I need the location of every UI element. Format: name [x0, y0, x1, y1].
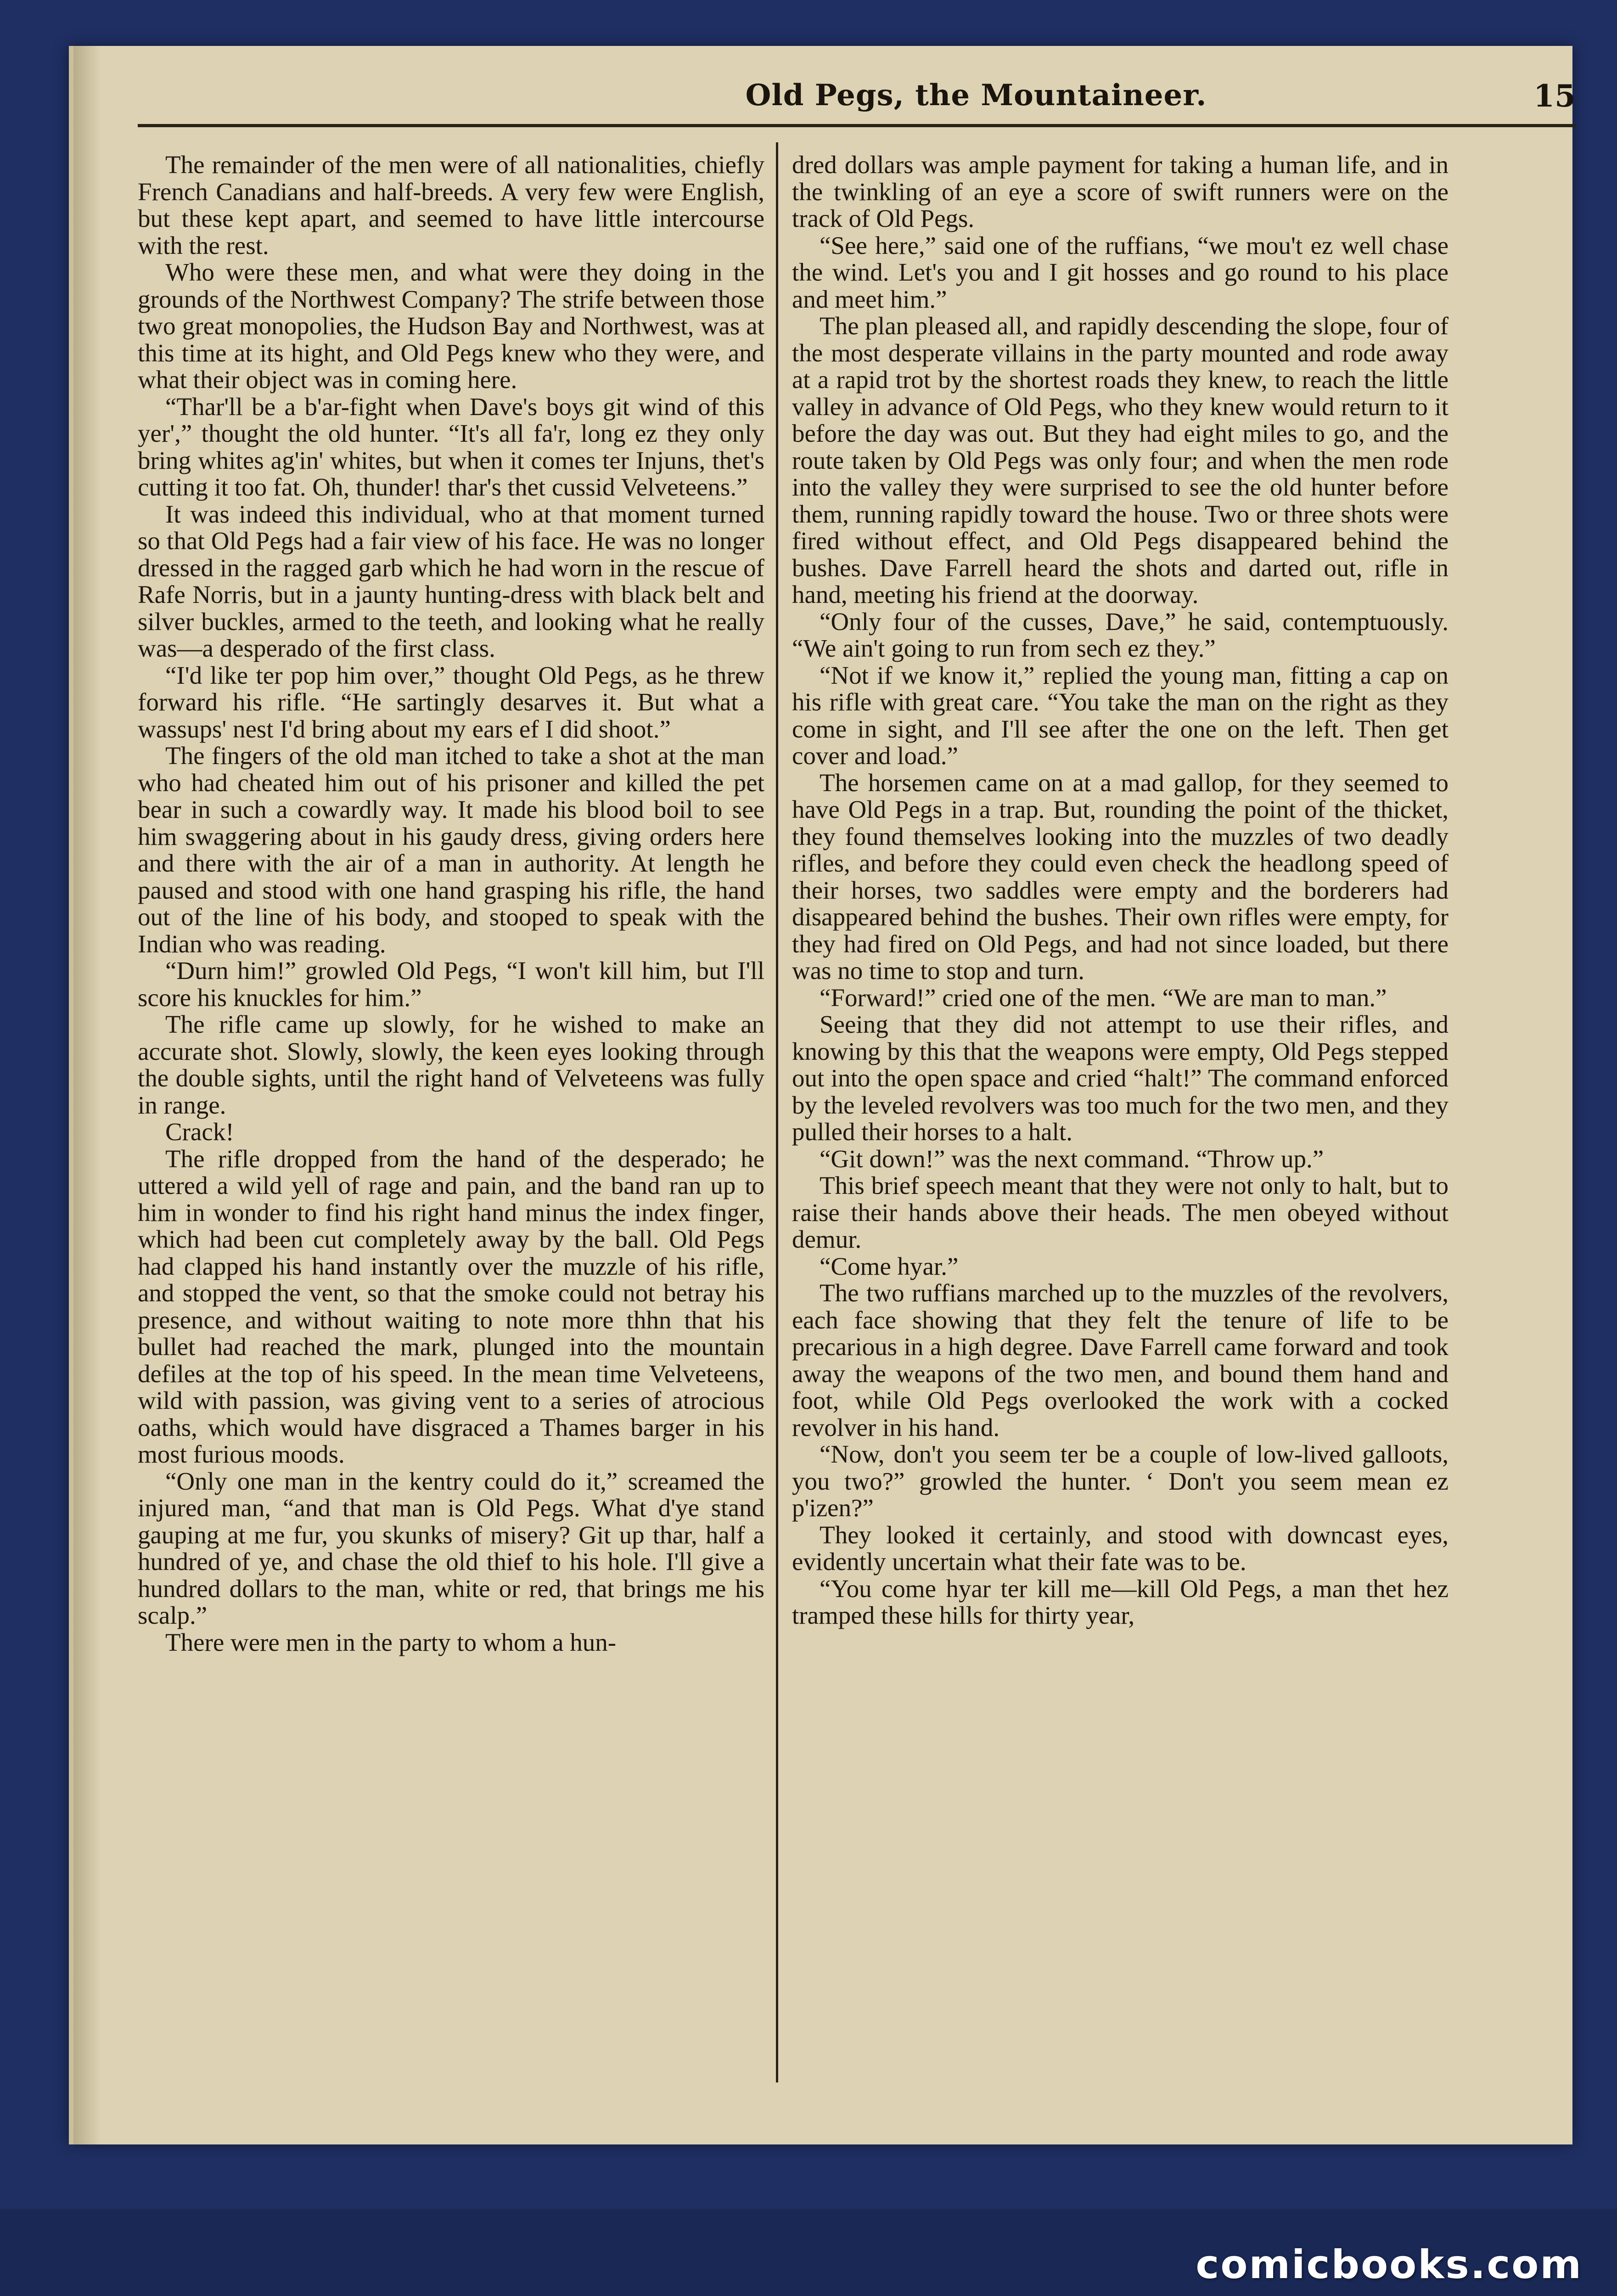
paragraph: They looked it certainly, and stood with downcast eyes, evidently uncertain what their fate was to be. — [792, 1520, 1449, 1576]
paragraph: This brief speech meant that they were not only to halt, but to raise their hands above their heads. The men obeyed without demur. — [792, 1171, 1449, 1253]
watermark-logo: comicbooks.com — [1196, 2242, 1583, 2288]
paragraph: There were men in the party to whom a hun- — [165, 1628, 617, 1656]
paragraph: “Now, don't you seem ter be a couple of low-lived galloots, you two?” growled the hunter. ‘ Don't you seem mean ez p'izen?” — [792, 1440, 1449, 1522]
paragraph: The plan pleased all, and rapidly descending the slope, four of the most desperate villains in the party mounted and rode away at a rapid trot by the shortest roads they knew, to reach the little valley in advance of Old Pegs, who they knew would return to it before the day was out. But they had eight miles to go, and the route taken by Old Pegs was only four; and when the men rode into the valley they were surprised to see the old hunter before them, running rapidly toward the house. Two or three shots were fired without effect, and Old Pegs disappeared behind the bushes. Dave Farrell heard the shots and darted out, rifle in hand, meeting his friend at the doorway. — [792, 312, 1449, 608]
paragraph: “Durn him!” growled Old Pegs, “I won't kill him, but I'll score his knuckles for him.” — [138, 957, 764, 1012]
paragraph: Crack! — [165, 1118, 234, 1146]
paragraph: Who were these men, and what were they doing in the grounds of the Northwest Company? The strife between those two great monopolies, the Hudson Bay and Northwest, was at this time at its hight, and Old Pegs knew who they were, and what their object was in coming here. — [138, 258, 764, 394]
paragraph: The horsemen came on at a mad gallop, for they seemed to have Old Pegs in a trap. But, rounding the point of the thicket, they found themselves looking into the muzzles of two deadly rifles, and before they could even check the headlong speed of their horses, two saddles were empty and the borderers had disappeared behind the bushes. Their own rifles were empty, for they had fired on Old Pegs, and had not since loaded, but there was no time to stop and turn. — [792, 768, 1449, 985]
paragraph: The remainder of the men were of all nationalities, chiefly French Canadians and half-breeds. A very few were English, but these kept apart, and seemed to have little intercourse with the rest. — [138, 151, 764, 259]
paragraph: “Git down!” was the next command. “Throw up.” — [820, 1144, 1324, 1173]
paragraph: dred dollars was ample payment for taking a human life, and in the twinkling of an eye a score of swift runners were on the track of Old Pegs. — [792, 151, 1449, 232]
paragraph: The fingers of the old man itched to take a shot at the man who had cheated him out of his prisoner and killed the pet bear in such a cowardly way. It made his blood boil to see him swaggering about in his gaudy dress, giving orders here and there with the air of a man in authority. At length he paused and stood with one hand grasping his rifle, the hand out of the line of his body, and stooped to speak with the Indian who was reading. — [138, 742, 764, 958]
paragraph: The rifle dropped from the hand of the desperado; he uttered a wild yell of rage and pain, and the band ran up to him in wonder to find his right hand minus the index finger, which had been cut completely away by the ball. Old Pegs had clapped his hand instantly over the muzzle of his rifle, and stopped the vent, so that the smoke could not betray his presence, and without waiting to note more thhn that his bullet had reached the mark, plunged into the mountain defiles at the top of his speed. In the mean time Velveteens, wild with passion, was giving vent to a series of atrocious oaths, which would have disgraced a Thames barger in his most furious moods. — [138, 1144, 764, 1468]
page-spine — [73, 46, 101, 2144]
right-column — [792, 152, 1449, 1629]
paragraph: “Come hyar.” — [820, 1252, 959, 1280]
left-column — [138, 152, 764, 1656]
paragraph: The two ruffians marched up to the muzzles of the revolvers, each face showing that they felt the tenure of life to be precarious in a high degree. Dave Farrell came forward and took away the weapons of the two men, and bound them hand and foot, while Old Pegs overlooked the work with a cocked revolver in his hand. — [792, 1279, 1449, 1441]
running-title: Old Pegs, the Mountaineer. — [745, 78, 1207, 113]
paragraph: “You come hyar ter kill me—kill Old Pegs, a man thet hez tramped these hills for thirty year, — [792, 1574, 1449, 1629]
paragraph: “Thar'll be a b'ar-fight when Dave's boys git wind of this yer',” thought the old hunter. “It's all fa'r, long ez they only bring whites ag'in' whites, but when it comes ter Injuns, thet's cutting it too fat. Oh, thunder! thar's thet cussid Velveteens.” — [138, 392, 764, 501]
paragraph: It was indeed this individual, who at that moment turned so that Old Pegs had a fair view of his face. He was no longer dressed in the ragged garb which he had worn in the rescue of Rafe Norris, but in a jaunty hunting-dress with black belt and silver buckles, armed to the teeth, and looking what he really was—a desperado of the first class. — [138, 500, 764, 662]
column-rule — [776, 142, 778, 2082]
paragraph: The rifle came up slowly, for he wished to make an accurate shot. Slowly, slowly, the keen eyes looking through the double sights, until the right hand of Velveteens was fully in range. — [138, 1010, 764, 1119]
page-number: 15 — [1533, 78, 1576, 114]
paragraph: “Not if we know it,” replied the young man, fitting a cap on his rifle with great care. “You take the man on the right as they come in sight, and I'll see after the one on the left. Then get cover and load.” — [792, 661, 1449, 770]
paragraph: Seeing that they did not attempt to use their rifles, and knowing by this that the weapons were empty, Old Pegs stepped out into the open space and cried “halt!” The command enforced by the leveled revolvers was too much for the two men, and they pulled their horses to a halt. — [792, 1010, 1449, 1146]
header-rule — [138, 124, 1576, 127]
paragraph: “See here,” said one of the ruffians, “we mou't ez well chase the wind. Let's you and I git hosses and go round to his place and meet him.” — [792, 231, 1449, 313]
paragraph: “Only four of the cusses, Dave,” he said, contemptuously. “We ain't going to run from sech ez they.” — [792, 607, 1449, 662]
running-head — [138, 78, 1576, 119]
paragraph: “Forward!” cried one of the men. “We are man to man.” — [820, 983, 1387, 1012]
paragraph: “Only one man in the kentry could do it,” screamed the injured man, “and that man is Old Pegs. What d'ye stand gauping at me fur, you skunks of misery? Git up thar, half a hundred of ye, and chase the old thief to his hole. I'll give a hundred dollars to the man, white or red, that brings me his scalp.” — [138, 1467, 764, 1629]
paragraph: “I'd like ter pop him over,” thought Old Pegs, as he threw forward his rifle. “He sartingly desarves it. But what a wassups' nest I'd bring about my ears ef I did shoot.” — [138, 661, 764, 743]
